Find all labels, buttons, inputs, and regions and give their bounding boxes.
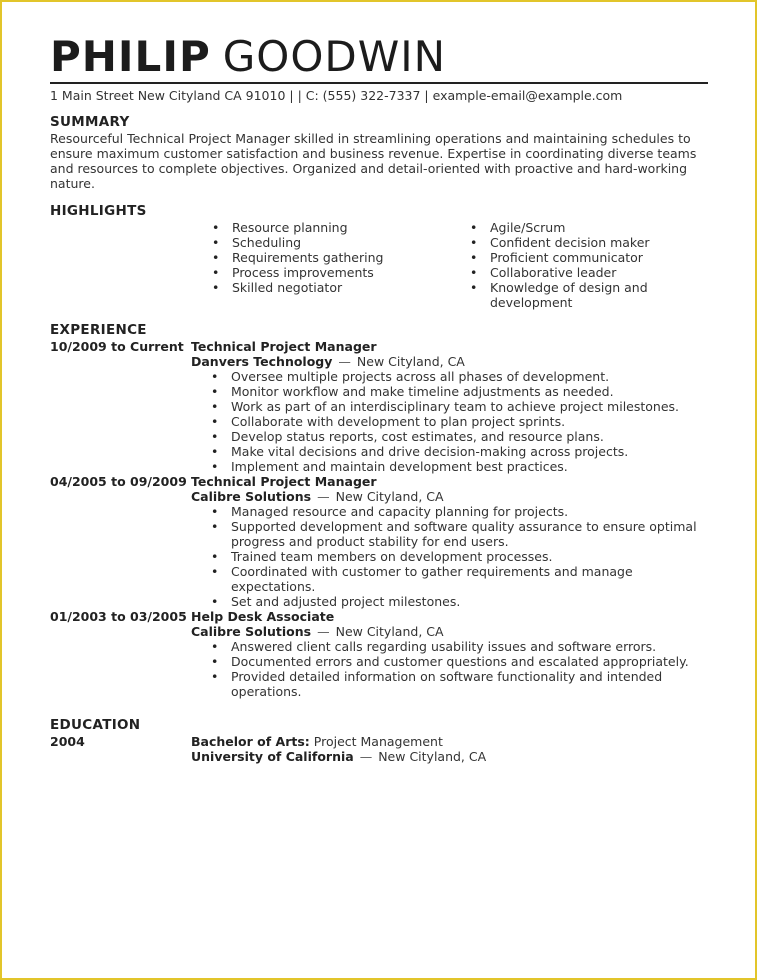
list-item: • Supported development and software quality assurance to ensure optimal progress and product stability for end users. [211,519,710,549]
job-title: Technical Project Manager [191,339,377,354]
contact-line: 1 Main Street New Cityland CA 91010 | | C: (555) 322-7337 | example-email@example.com [50,88,623,103]
job-location: New Cityland, CA [335,489,444,504]
job-employer [191,489,710,504]
list-item: • Requirements gathering [212,250,452,265]
list-item: • Oversee multiple projects across all phases of development. [211,369,710,384]
school-line [191,749,710,764]
header-rule [50,82,708,84]
list-item: • Coordinated with customer to gather requirements and manage expectations. [211,564,710,594]
list-item: • Agile/Scrum [470,220,680,235]
dash-separator: — [359,749,373,764]
summary-heading: SUMMARY [50,114,130,130]
list-item: • Develop status reports, cost estimates, and resource plans. [211,429,710,444]
list-item: • Documented errors and customer questions and escalated appropriately. [211,654,710,669]
list-item: • Collaborate with development to plan project sprints. [211,414,710,429]
degree-line [191,734,710,749]
job-entry [50,609,710,699]
company-name: Calibre Solutions [191,624,312,639]
list-item: • Provided detailed information on software functionality and intended operations. [211,669,710,699]
job-dates: 01/2003 to 03/2005 [50,609,187,624]
experience-heading: EXPERIENCE [50,322,147,338]
job-dates: 10/2009 to Current [50,339,184,354]
highlights-section [50,203,710,314]
summary-text: Resourceful Technical Project Manager skilled in streamlining operations and maintaining schedules to ensure maximum customer satisfaction and business revenue. Expertise in coordinating diverse teams and resources to complete objectives. Organized and detail-oriented with proactive and hard-working nature. [50,131,697,191]
school-name: University of California [191,749,354,764]
list-item: • Knowledge of design and development [470,280,680,310]
education-section [50,717,710,764]
job-duties [211,504,710,609]
list-item: • Collaborative leader [470,265,680,280]
job-location: New Cityland, CA [356,354,465,369]
dash-separator: — [338,354,351,369]
highlights-list-right [470,220,680,310]
highlights-list-left [212,220,452,295]
job-employer [191,354,710,369]
experience-section [50,322,710,699]
list-item: • Proficient communicator [470,250,680,265]
last-name: GOODWIN [222,32,447,81]
list-item: • Implement and maintain development best practices. [211,459,710,474]
list-item: • Confident decision maker [470,235,680,250]
highlights-columns [50,220,710,314]
first-name: PHILIP [50,32,211,81]
degree-name: Bachelor of Arts: [191,734,310,749]
job-location: New Cityland, CA [335,624,444,639]
job-entry [50,474,710,609]
job-duties [211,639,710,699]
job-title: Technical Project Manager [191,474,377,489]
summary-section [50,114,710,191]
list-item: • Monitor workflow and make timeline adjustments as needed. [211,384,710,399]
dash-separator: — [317,624,330,639]
candidate-name [50,32,710,81]
company-name: Calibre Solutions [191,489,312,504]
job-title: Help Desk Associate [191,609,335,624]
list-item: • Work as part of an interdisciplinary team to achieve project milestones. [211,399,710,414]
list-item: • Answered client calls regarding usability issues and software errors. [211,639,710,654]
company-name: Danvers Technology [191,354,333,369]
dash-separator: — [317,489,330,504]
job-employer [191,624,710,639]
education-year: 2004 [50,734,85,749]
list-item: • Managed resource and capacity planning for projects. [211,504,710,519]
job-dates: 04/2005 to 09/2009 [50,474,187,489]
list-item: • Skilled negotiator [212,280,452,295]
list-item: • Set and adjusted project milestones. [211,594,710,609]
job-duties [211,369,710,474]
school-location: New Cityland, CA [378,749,487,764]
list-item: • Resource planning [212,220,452,235]
list-item: • Scheduling [212,235,452,250]
resume-page [50,32,710,764]
highlights-heading: HIGHLIGHTS [50,203,147,219]
list-item: • Process improvements [212,265,452,280]
list-item: • Make vital decisions and drive decision-making across projects. [211,444,710,459]
education-heading: EDUCATION [50,717,141,733]
list-item: • Trained team members on development processes. [211,549,710,564]
job-entry [50,339,710,474]
degree-field: Project Management [313,734,443,749]
education-entry [50,734,710,764]
